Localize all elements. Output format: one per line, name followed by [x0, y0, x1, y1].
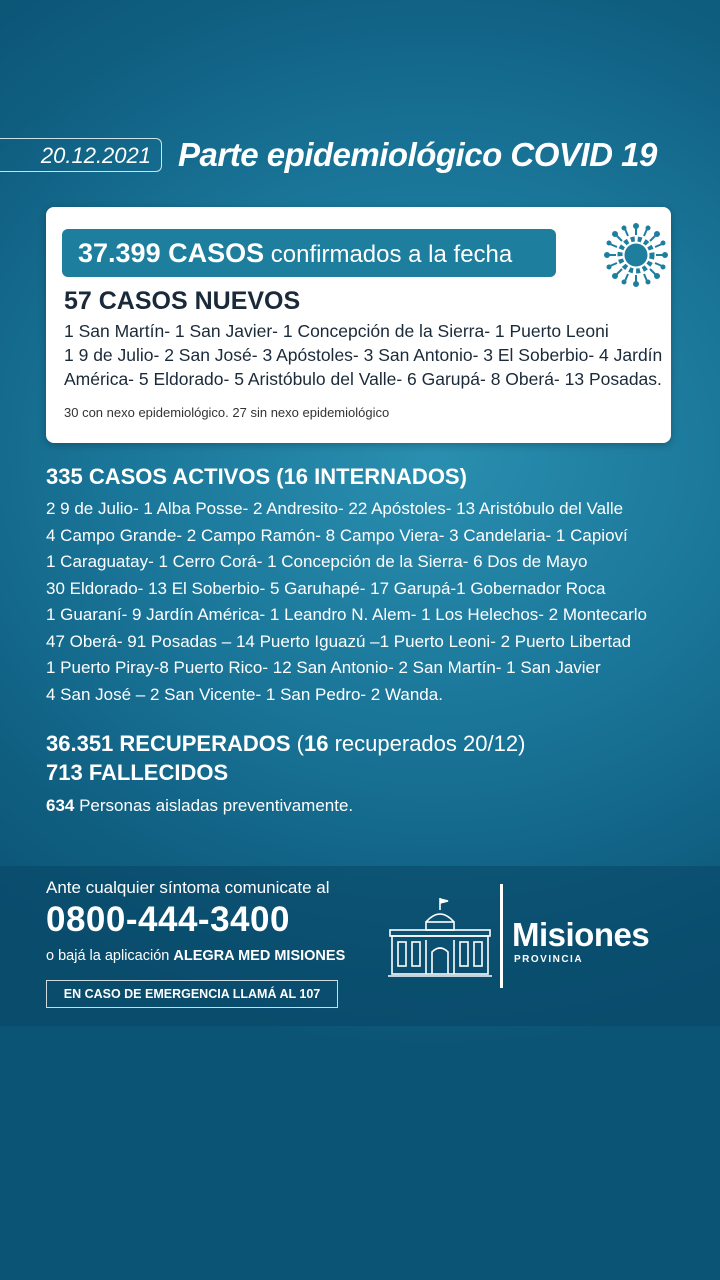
total-cases-count: 37.399 CASOS — [78, 238, 265, 268]
app-text-pre: o bajá la aplicación — [46, 948, 174, 964]
active-cases-line: 2 9 de Julio- 1 Alba Posse- 2 Andresito- 22 Apóstoles- 13 Aristóbulo del Valle — [46, 499, 624, 518]
active-cases-line: 4 Campo Grande- 2 Campo Ramón- 8 Campo Viera- 3 Candelaria- 1 Capioví — [46, 525, 628, 545]
active-cases-line: 1 Caraguatay- 1 Cerro Corá- 1 Concepción de la Sierra- 6 Dos de Mayo — [46, 552, 588, 571]
emergency-box: EN CASO DE EMERGENCIA LLAMÁ AL 107 — [46, 980, 338, 1008]
app-name: ALEGRA MED MISIONES — [173, 948, 346, 964]
brand-logo-text: Misiones — [512, 916, 650, 953]
virus-icon — [602, 221, 670, 289]
recovered-count: 36.351 RECUPERADOS — [46, 731, 291, 756]
isolated-count: 634 — [46, 796, 75, 815]
symptom-text: Ante cualquier síntoma comunicate al — [46, 878, 330, 897]
active-cases-line: 1 Guaraní- 9 Jardín América- 1 Leandro N. Alem- 1 Los Helechos- 2 Montecarlo — [46, 605, 647, 624]
summary-card — [46, 207, 671, 443]
active-cases-title: 335 CASOS ACTIVOS (16 INTERNADOS) — [46, 464, 467, 489]
new-cases-list — [64, 319, 664, 391]
recovered-today-label: recuperados 20/12) — [328, 731, 526, 756]
recovered-today-count: 16 — [304, 731, 329, 756]
logo-divider — [500, 884, 503, 988]
brand-subtitle: PROVINCIA — [514, 954, 584, 965]
nexo-note: 30 con nexo epidemiológico. 27 sin nexo epidemiológico — [64, 405, 390, 420]
report-date: 20.12.2021 — [0, 138, 162, 172]
footer-band — [0, 866, 720, 1026]
phone-number[interactable]: 0800-444-3400 — [46, 900, 290, 939]
recovered-stat — [46, 731, 525, 757]
app-text — [46, 948, 345, 964]
active-cases-line: 4 San José – 2 San Vicente- 1 San Pedro- 2 Wanda. — [46, 684, 443, 704]
active-cases-line: 1 Puerto Piray-8 Puerto Rico- 12 San Antonio- 2 San Martín- 1 San Javier — [46, 658, 601, 677]
active-cases-line: 30 Eldorado- 13 El Soberbio- 5 Garuhapé- 17 Garupá-1 Gobernador Roca — [46, 578, 606, 598]
deaths-stat: 713 FALLECIDOS — [46, 760, 229, 785]
new-cases-line: 1 9 de Julio- 2 San José- 3 Apóstoles- 3 San Antonio- 3 El Soberbio- 4 Jardín — [64, 345, 663, 365]
government-building-icon — [388, 896, 492, 978]
header — [0, 132, 720, 180]
new-cases-line: 1 San Martín- 1 San Javier- 1 Concepción de la Sierra- 1 Puerto Leoni — [64, 321, 609, 341]
total-cases-label: confirmados a la fecha — [264, 241, 513, 268]
total-cases-banner — [62, 229, 556, 277]
new-cases-title: 57 CASOS NUEVOS — [64, 287, 301, 315]
active-cases-list — [46, 496, 647, 708]
recovered-open: ( — [290, 731, 304, 756]
isolated-label: Personas aisladas preventivamente. — [74, 796, 354, 815]
page-title: Parte epidemiológico COVID 19 — [178, 136, 657, 173]
new-cases-line: América- 5 Eldorado- 5 Aristóbulo del Valle- 6 Garupá- 8 Oberá- 13 Posadas. — [64, 369, 662, 389]
isolated-stat — [46, 796, 353, 816]
active-cases-line: 47 Oberá- 91 Posadas – 14 Puerto Iguazú –1 Puerto Leoni- 2 Puerto Libertad — [46, 631, 632, 651]
